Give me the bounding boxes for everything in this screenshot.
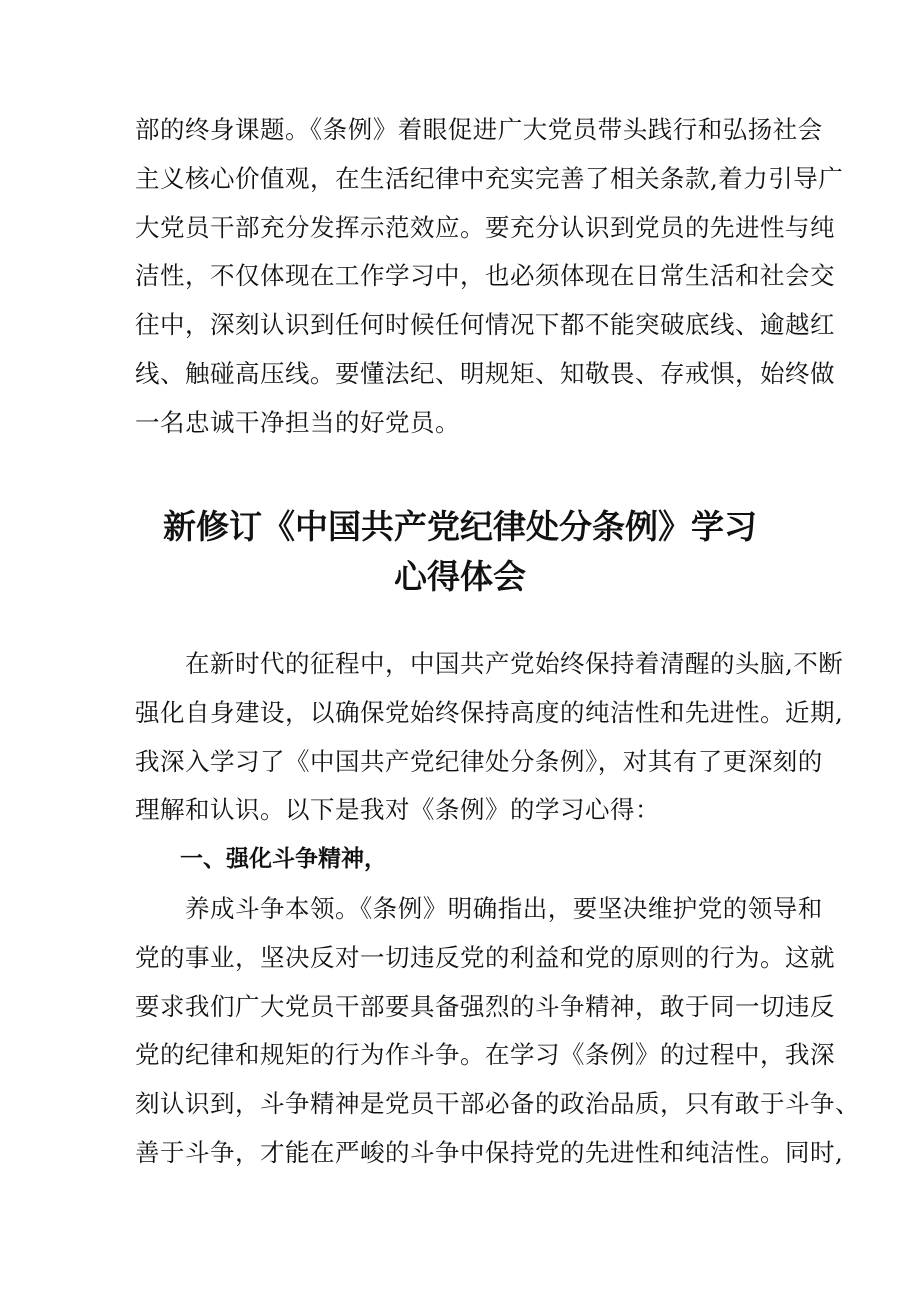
text-line: 党的事业，坚决反对一切违反党的利益和党的原则的行为。这就 — [135, 942, 835, 972]
text-line: 理解和认识。以下是我对《条例》的学习心得： — [135, 795, 660, 825]
text-line: 一名忠诚干净担当的好党员。 — [135, 407, 460, 437]
opening-paragraph — [135, 640, 844, 835]
text-line: 大党员干部充分发挥示范效应。要充分认识到党员的先进性与纯 — [135, 212, 835, 242]
intro-paragraph — [135, 106, 844, 448]
text-line: 在新时代的征程中，中国共产党始终保持着清醒的头脑,不断 — [135, 649, 844, 678]
text-line: 线、触碰高压线。要懂法纪、明规矩、知敬畏、存戒惧，始终做 — [135, 358, 835, 388]
text-line: 要求我们广大党员干部要具备强烈的斗争精神，敢于同一切违反 — [135, 991, 835, 1021]
title-line: 新修订《中国共产党纪律处分条例》学习 — [163, 507, 757, 546]
text-line: 我深入学习了《中国共产党纪律处分条例》，对其有了更深刻的 — [135, 746, 823, 776]
text-line: 部的终身课题。《条例》着眼促进广大党员带头践行和弘扬社会 — [135, 115, 823, 144]
text-line: 强化自身建设，以确保党始终保持高度的纯洁性和先进性。近期, — [135, 697, 844, 727]
title-line: 心得体会 — [394, 557, 526, 596]
text-line: 洁性，不仅体现在工作学习中，也必须体现在日常生活和社会交 — [135, 261, 835, 291]
section-heading: 一、强化斗争精神， — [180, 846, 387, 872]
text-line: 党的纪律和规矩的行为作斗争。在学习《条例》的过程中，我深 — [135, 1040, 835, 1070]
text-line: 刻认识到，斗争精神是党员干部必备的政治品质，只有敢于斗争、 — [135, 1089, 860, 1119]
text-line: 往中，深刻认识到任何时候任何情况下都不能突破底线、逾越红 — [135, 310, 835, 340]
text-line: 善于斗争，才能在严峻的斗争中保持党的先进性和纯洁性。同时, — [135, 1137, 844, 1167]
section-paragraph — [135, 885, 860, 1178]
text-line: 养成斗争本领。《条例》明确指出，要坚决维护党的领导和 — [135, 894, 823, 923]
document-title — [135, 502, 785, 602]
text-line: 主义核心价值观，在生活纪律中充实完善了相关条款,着力引导广 — [135, 163, 844, 193]
